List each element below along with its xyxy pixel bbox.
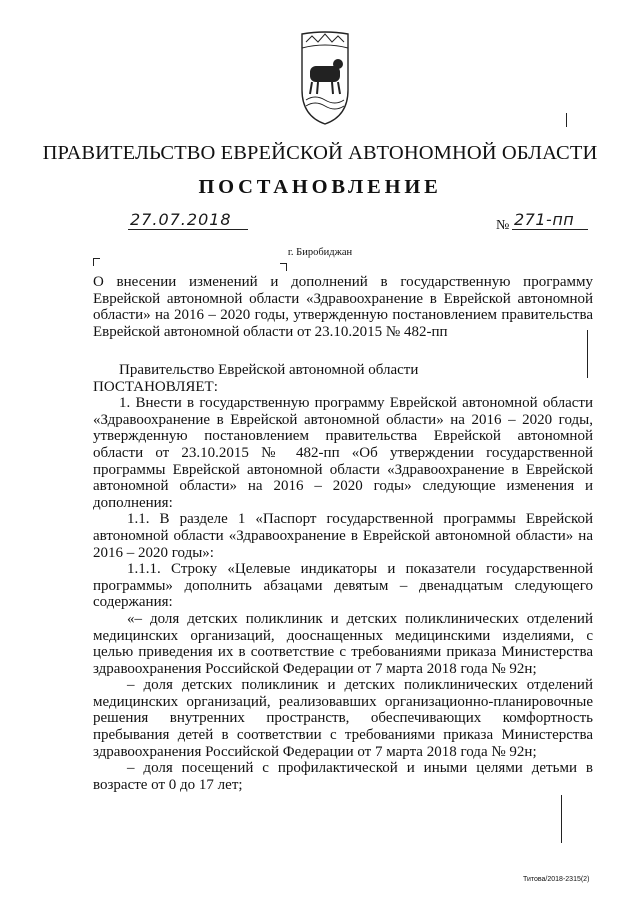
- decree-line: ПОСТАНОВЛЯЕТ:: [93, 378, 218, 395]
- body-paragraph: – доля детских поликлиник и детских поликлинических отделений медицинских организаций, реализовавших организационно-планировочные решения внутренних пространств, обеспечивающих комфортность пребывания детей в соответствии с требованиями приказа Министерства здравоохранения Российской Федерации от 7 марта 2018 года № 92н;: [93, 677, 593, 760]
- city-label: г. Биробиджан: [287, 247, 353, 258]
- document-type: ПОСТАНОВЛЕНИЕ: [198, 176, 442, 198]
- handwritten-date: 27.07.2018: [130, 210, 232, 229]
- body-paragraph: 1.1. В разделе 1 «Паспорт государственной программы Еврейской автономной области «Здравоохранение в Еврейской автономной области» на 2016 – 2020 годы»:: [93, 511, 593, 561]
- handwritten-number: 271-пп: [514, 210, 575, 229]
- number-underline: [512, 229, 588, 230]
- title-bracket-left: [93, 258, 100, 266]
- organization-name: ПРАВИТЕЛЬСТВО ЕВРЕЙСКОЙ АВТОНОМНОЙ ОБЛАСТИ: [42, 142, 598, 164]
- body-paragraph: 1. Внести в государственную программу Еврейской автономной области «Здравоохранение в Еврейской автономной области» на 2016 – 2020 годы, утвержденную постановлением правительства Еврейской автономной области от 23.10.2015 № 482-пп «Об утверждении государственной программы Еврейской автономной области «Здравоохранение в Еврейской автономной области» на 2016 – 2020 годы» следующие изменения и дополнения:: [93, 395, 593, 511]
- margin-mark: [566, 113, 567, 127]
- title-bracket-right: [280, 263, 287, 271]
- number-sign: №: [496, 218, 510, 233]
- resolution-title: О внесении изменений и дополнений в государственную программу Еврейской автономной области «Здравоохранение в Еврейской автономной области» на 2016 – 2020 годы, утвержденную постановлением правительства Еврейской автономной области от 23.10.2015 № 482-пп: [93, 274, 593, 340]
- resolution-body: [93, 362, 593, 793]
- document-code: Титова/2018-2315(2): [523, 876, 590, 883]
- body-paragraph: 1.1.1. Строку «Целевые индикаторы и показатели государственной программы» дополнить абзацами девятым – двенадцатым следующего содержания:: [93, 561, 593, 611]
- body-paragraph: – доля посещений с профилактической и иными целями детьми в возрасте от 0 до 17 лет;: [93, 760, 593, 793]
- date-underline: [128, 229, 248, 230]
- body-paragraph: «– доля детских поликлиник и детских поликлинических отделений медицинских организаций, дооснащенных медицинскими изделиями, с целью приведения их в соответствие с требованиями приказа Министерства здравоохранения Российской Федерации от 7 марта 2018 года № 92н;: [93, 610, 593, 677]
- intro-line: Правительство Еврейской автономной области: [119, 362, 419, 378]
- coat-of-arms-emblem: [298, 28, 352, 128]
- margin-mark: [561, 795, 562, 843]
